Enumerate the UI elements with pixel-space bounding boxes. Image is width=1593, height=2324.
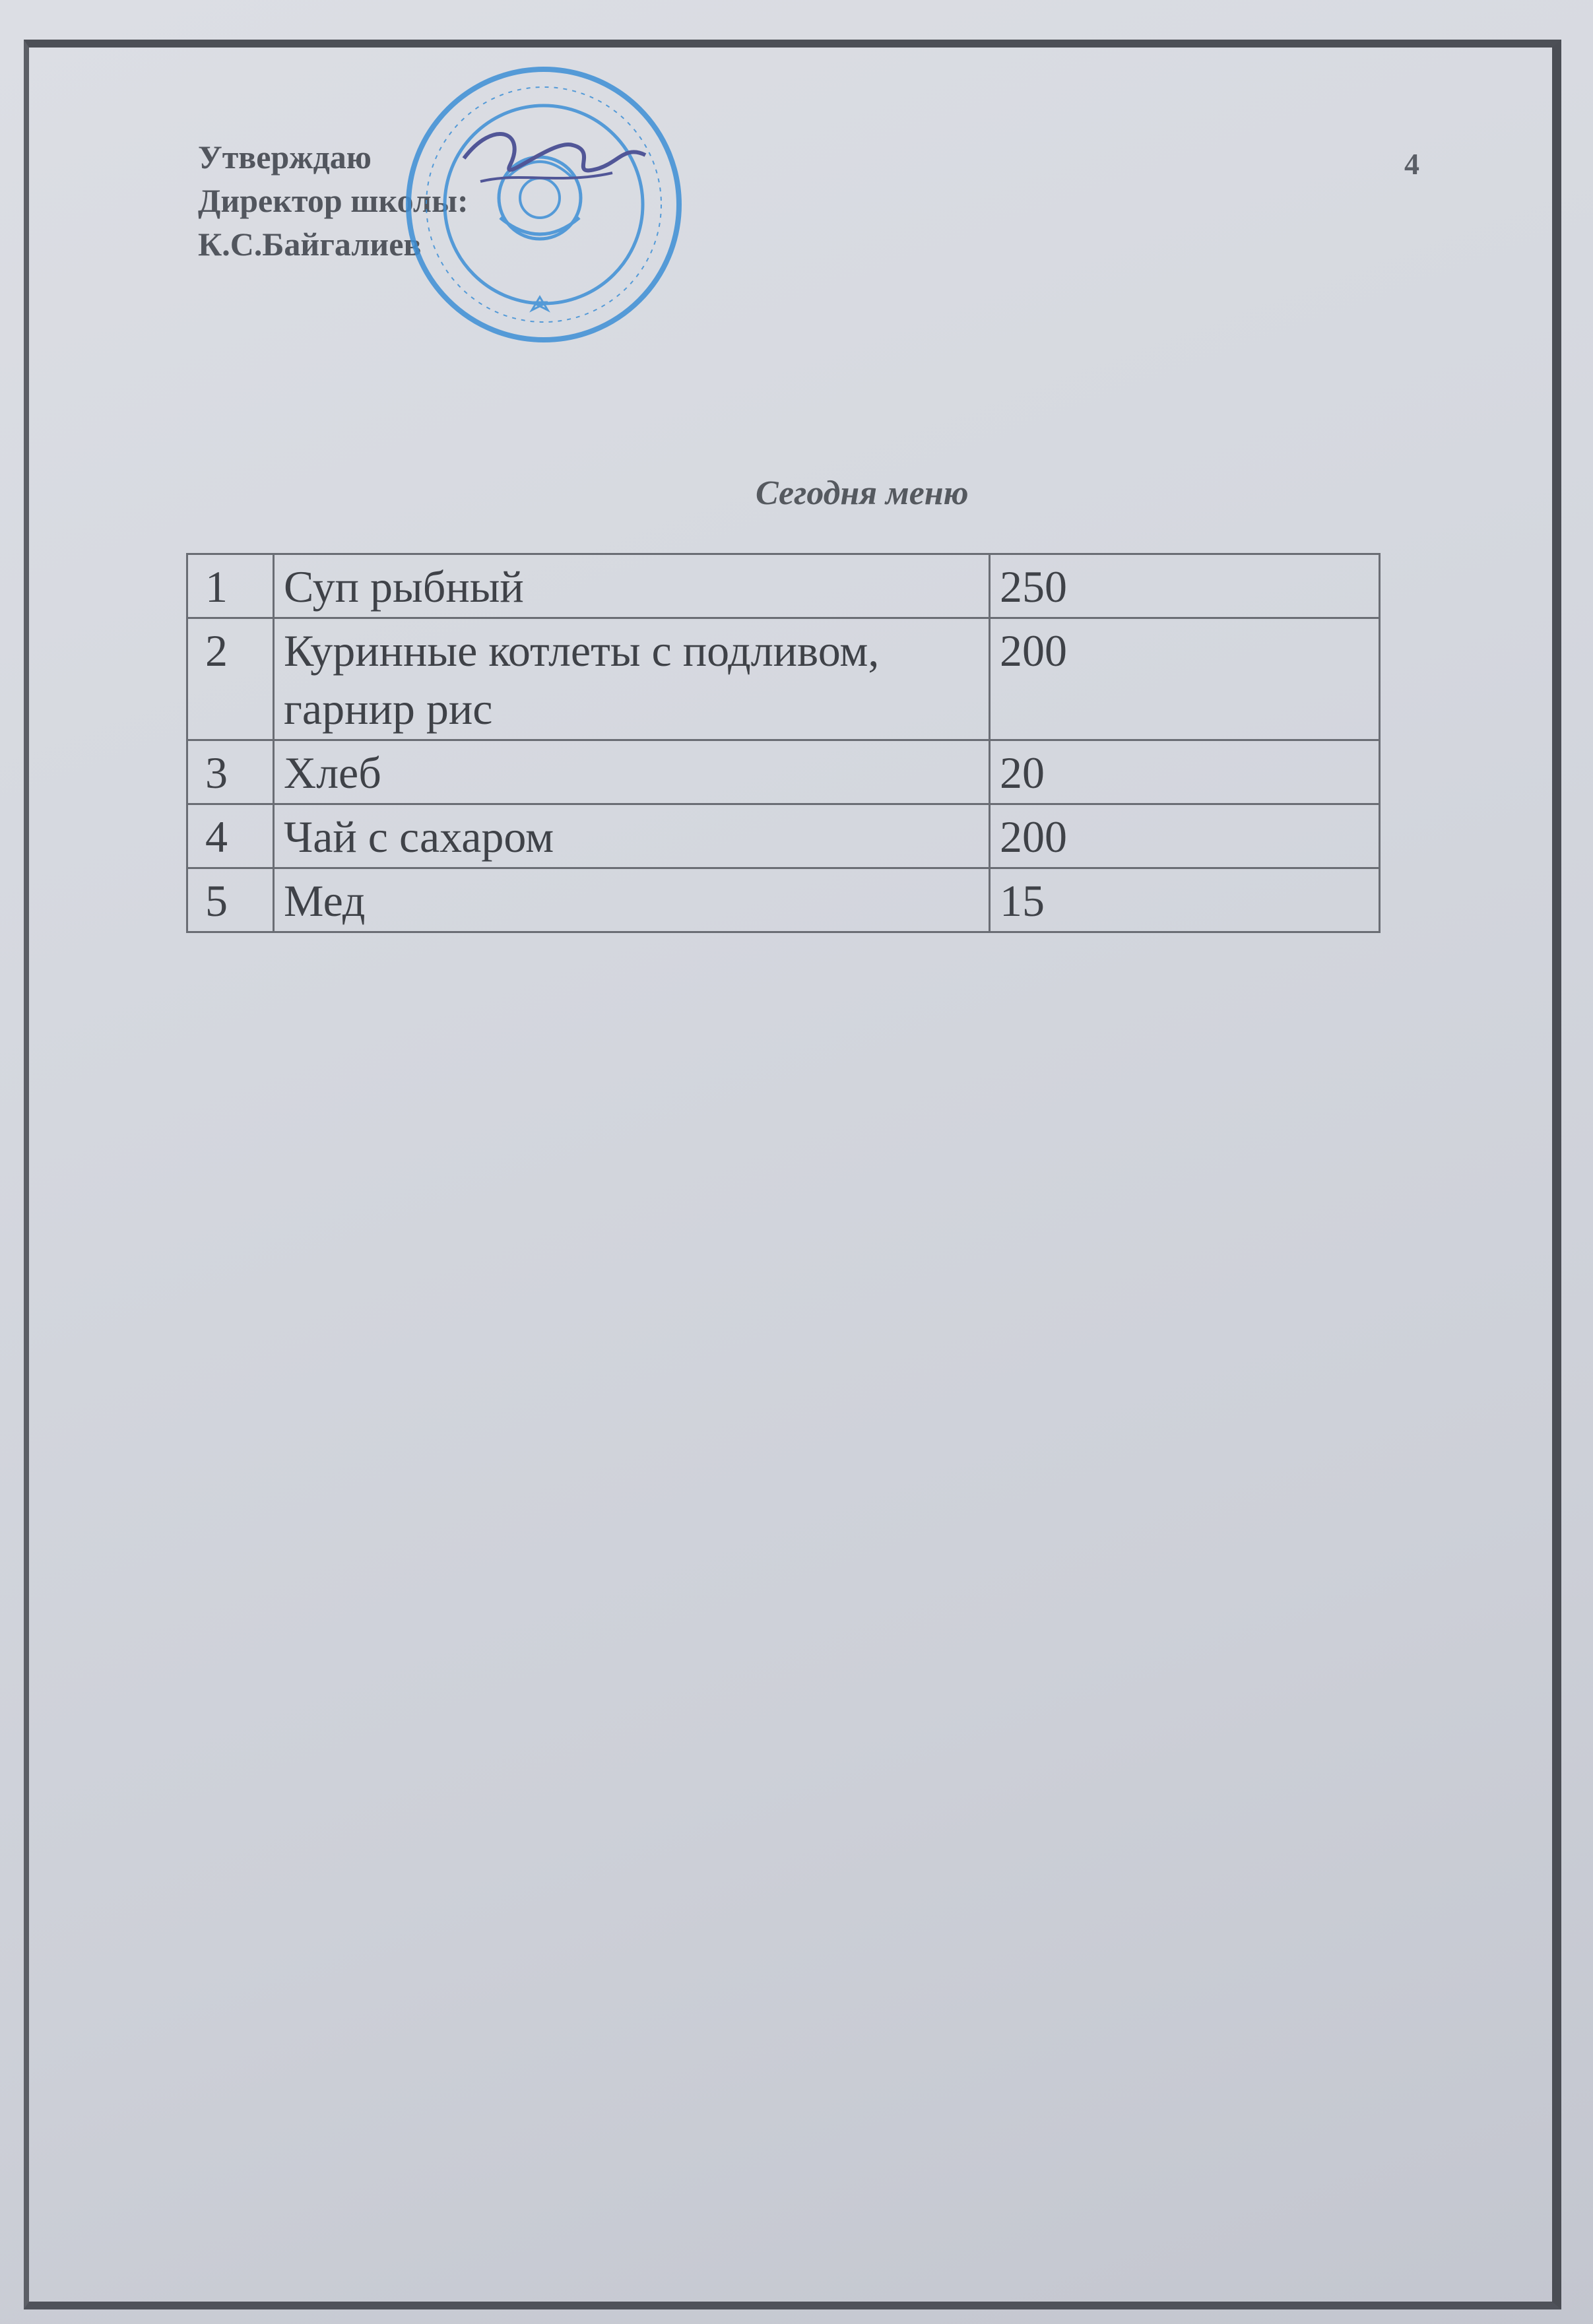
table-row <box>187 804 1380 868</box>
round-seal-icon <box>401 20 686 350</box>
table-row <box>187 868 1380 932</box>
row-number: 1 <box>187 554 274 618</box>
dish-quantity: 200 <box>990 618 1380 740</box>
table-row <box>187 740 1380 804</box>
table-row <box>187 618 1380 740</box>
row-number: 5 <box>187 868 274 932</box>
row-number: 4 <box>187 804 274 868</box>
menu-table <box>186 553 1381 933</box>
dish-quantity: 15 <box>990 868 1380 932</box>
approval-line: К.С.Байгалиев <box>198 226 422 263</box>
dish-quantity: 200 <box>990 804 1380 868</box>
dish-name: Хлеб <box>274 740 990 804</box>
approval-line: Утверждаю <box>198 139 372 176</box>
table-row <box>187 554 1380 618</box>
approval-line: Директор школы: <box>198 182 469 219</box>
row-number: 2 <box>187 618 274 740</box>
dish-name: Мед <box>274 868 990 932</box>
dish-name: Куринные котлеты с подливом, гарнир рис <box>274 618 990 740</box>
menu-title: Сегодня меню <box>756 474 969 512</box>
dish-name: Чай с сахаром <box>274 804 990 868</box>
page-number: 4 <box>1404 147 1419 181</box>
page-border <box>24 40 1561 2309</box>
dish-quantity: 20 <box>990 740 1380 804</box>
dish-name: Суп рыбный <box>274 554 990 618</box>
row-number: 3 <box>187 740 274 804</box>
dish-quantity: 250 <box>990 554 1380 618</box>
